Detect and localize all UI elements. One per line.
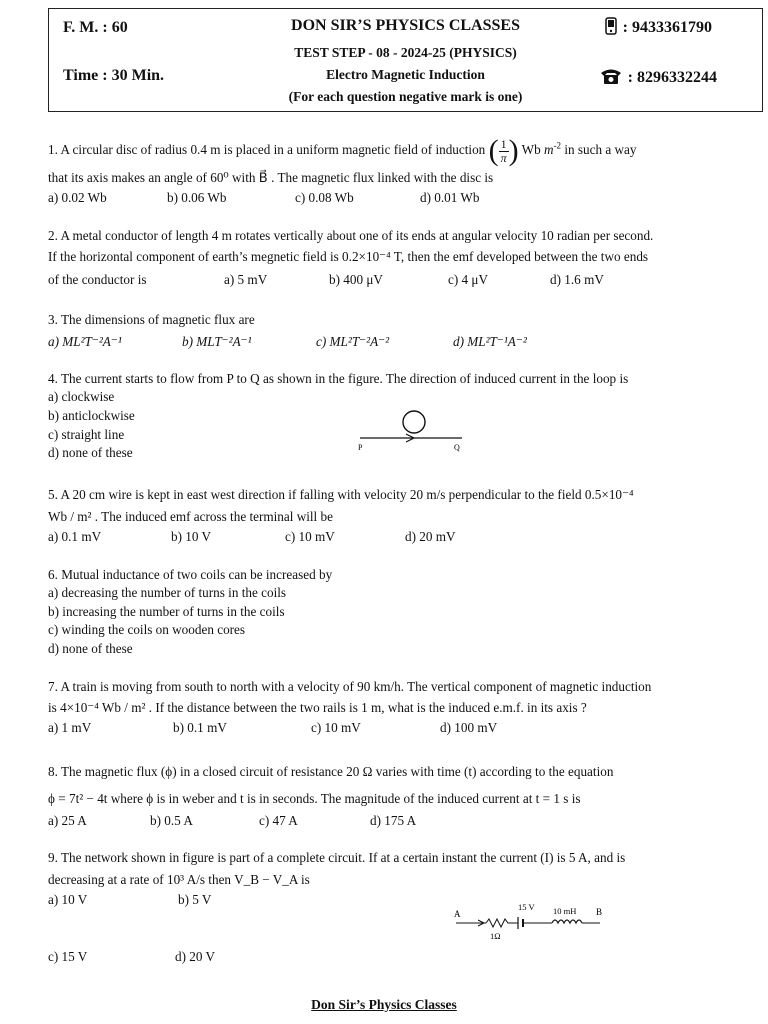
label-10mh: 10 mH: [553, 906, 577, 916]
q5-option-a: a) 0.1 mV: [48, 529, 102, 544]
label-b: B: [596, 907, 603, 917]
q1-text-a: 1. A circular disc of radius 0.4 m is placed in a uniform magnetic field of induction: [48, 142, 486, 158]
q6-option-a: a) decreasing the number of turns in the coils: [48, 585, 287, 600]
q1-text-c: m: [543, 142, 554, 158]
q1-line1: [48, 134, 636, 168]
q5-option-b: b) 10 V: [171, 529, 212, 544]
q2-line1: 2. A metal conductor of length 4 m rotates vertically about one of its ends at angular velocity 10 radian per second.: [48, 228, 654, 243]
full-marks: F. M. : 60: [63, 19, 128, 36]
q6-line1: 6. Mutual inductance of two coils can be increased by: [48, 567, 333, 582]
label-1ohm: 1Ω: [490, 931, 501, 941]
q4-figure: [352, 408, 472, 454]
institute-title: DON SIR’S PHYSICS CLASSES: [291, 17, 520, 34]
q6-option-c: c) winding the coils on wooden cores: [48, 622, 246, 637]
paren-left: (: [488, 134, 499, 167]
label-p: P: [358, 443, 363, 452]
telephone-number-text: : 8296332244: [627, 69, 717, 87]
q8-option-b: b) 0.5 A: [150, 813, 193, 828]
q8-option-d: d) 175 A: [370, 813, 417, 828]
q9-line2: decreasing at a rate of 10³ A/s then V_B − V_A is: [48, 872, 310, 887]
label-a: A: [454, 909, 461, 919]
q1-option-d: d) 0.01 Wb: [420, 190, 480, 205]
mobile-number-text: : 9433361790: [622, 19, 712, 37]
q1-option-a: a) 0.02 Wb: [48, 190, 107, 205]
q2-option-c: c) 4 μV: [448, 272, 489, 287]
q4-option-a: a) clockwise: [48, 389, 115, 404]
q7-option-d: d) 100 mV: [440, 720, 498, 735]
q3-option-c: c) ML²T⁻²A⁻²: [316, 334, 390, 349]
q3-option-a: a) ML²T⁻²A⁻¹: [48, 334, 122, 349]
q5-line1: 5. A 20 cm wire is kept in east west direction if falling with velocity 20 m/s perpendicular to the field 0.5×10⁻⁴: [48, 487, 634, 502]
q1-frac-num: 1: [500, 136, 507, 151]
q9-option-b: b) 5 V: [178, 892, 212, 907]
q1-sup: -2: [553, 140, 562, 151]
q8-line1: 8. The magnetic flux (ϕ) in a closed circuit of resistance 20 Ω varies with time (t) according to the equation: [48, 764, 614, 779]
q1-frac-den: π: [500, 150, 507, 165]
q4-option-d: d) none of these: [48, 445, 133, 460]
q9-option-a: a) 10 V: [48, 892, 88, 907]
q2-option-a: a) 5 mV: [224, 272, 268, 287]
q9-option-d: d) 20 V: [175, 949, 216, 964]
q4-option-b: b) anticlockwise: [48, 408, 135, 423]
q3-option-d: d) ML²T⁻¹A⁻²: [453, 334, 527, 349]
test-topic: Electro Magnetic Induction: [326, 67, 485, 82]
test-note: (For each question negative mark is one): [288, 89, 523, 104]
q1-fraction: [499, 138, 509, 165]
q3-option-b: b) MLT⁻²A⁻¹: [182, 334, 252, 349]
q5-option-d: d) 20 mV: [405, 529, 456, 544]
q1-line2: that its axis makes an angle of 60⁰ with B⃗ . The magnetic flux linked with the disc is: [48, 170, 494, 185]
q4-option-c: c) straight line: [48, 427, 125, 442]
test-step: TEST STEP - 08 - 2024-25 (PHYSICS): [294, 45, 517, 60]
q7-option-c: c) 10 mV: [311, 720, 361, 735]
label-q: Q: [454, 443, 460, 452]
footer-text: Don Sir’s Physics Classes: [311, 997, 457, 1012]
q7-option-a: a) 1 mV: [48, 720, 92, 735]
q5-option-c: c) 10 mV: [285, 529, 335, 544]
header-box: [48, 8, 763, 112]
q3-line1: 3. The dimensions of magnetic flux are: [48, 312, 255, 327]
loop-circle: [403, 411, 425, 433]
telephone-icon: [600, 67, 622, 90]
q1-option-c: c) 0.08 Wb: [295, 190, 354, 205]
label-15v: 15 V: [518, 902, 535, 912]
q6-option-b: b) increasing the number of turns in the coils: [48, 604, 285, 619]
q7-line2: is 4×10⁻⁴ Wb / m² . If the distance between the two rails is 1 m, what is the induced e.m.f. in its axis ?: [48, 700, 587, 715]
q2-option-b: b) 400 μV: [329, 272, 383, 287]
q2-line3: of the conductor is: [48, 272, 147, 287]
q1-option-b: b) 0.06 Wb: [167, 190, 227, 205]
paren-right: ): [508, 134, 519, 167]
q8-option-a: a) 25 A: [48, 813, 87, 828]
mobile-number: [605, 17, 712, 40]
telephone-number: [600, 67, 717, 90]
q8-line2: ϕ = 7t² − 4t where ϕ is in weber and t is in seconds. The magnitude of the induced current at t = 1 s is: [48, 791, 581, 806]
q9-line1: 9. The network shown in figure is part of a complete circuit. If at a certain instant the current (I) is 5 A, and is: [48, 850, 626, 865]
q2-line2: If the horizontal component of earth’s megnetic field is 0.2×10⁻⁴ T, then the emf developed between the two ends: [48, 249, 649, 264]
mobile-phone-icon: [605, 17, 617, 40]
q6-option-d: d) none of these: [48, 641, 133, 656]
q1-text-b: Wb: [521, 142, 541, 158]
q7-line1: 7. A train is moving from south to north with a velocity of 90 km/h. The vertical component of magnetic induction: [48, 679, 652, 694]
q4-line1: 4. The current starts to flow from P to Q as shown in the figure. The direction of induced current in the loop is: [48, 371, 629, 386]
q9-option-c: c) 15 V: [48, 949, 88, 964]
q8-option-c: c) 47 A: [259, 813, 298, 828]
inductor-icon: [552, 920, 582, 923]
resistor-icon: [486, 919, 518, 927]
q7-option-b: b) 0.1 mV: [173, 720, 227, 735]
q1-text-d: in such a way: [564, 142, 637, 158]
q5-line2: Wb / m² . The induced emf across the terminal will be: [48, 509, 333, 524]
time-limit: Time : 30 Min.: [63, 67, 165, 84]
q9-circuit-figure: [448, 898, 613, 942]
q2-option-d: d) 1.6 mV: [550, 272, 604, 287]
